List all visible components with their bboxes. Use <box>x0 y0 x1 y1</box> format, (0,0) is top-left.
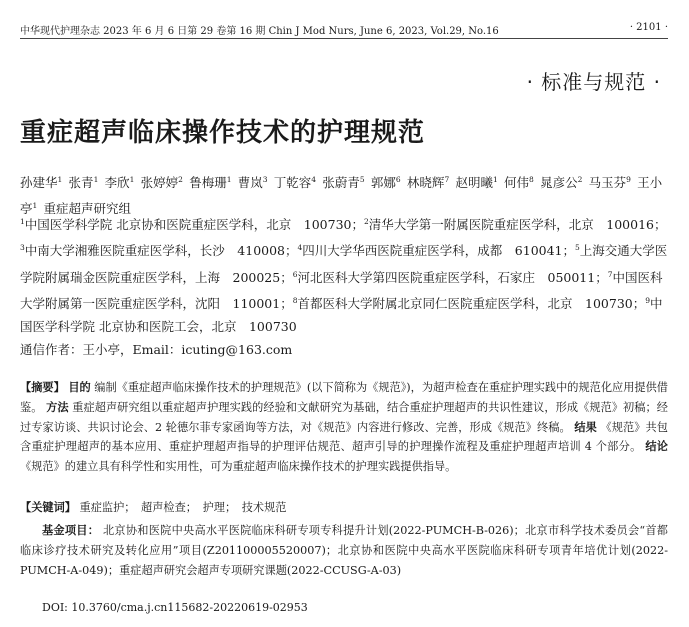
affiliation-mark: 2 <box>363 217 369 226</box>
affiliation-text: 四川大学华西医院重症医学科，成都 610041； <box>302 243 575 259</box>
author-name: 鲁梅珊 <box>189 175 227 191</box>
author-name: 孙建华 <box>20 175 58 191</box>
method-label: 方法 <box>46 399 69 414</box>
author-affiliation-mark: 4 <box>311 175 317 184</box>
result-text: 《规范》共包含重症护理超声的基本应用、重症护理超声指导的护理评估规范、超声引导的护理操作流程及重症护理超声培训 4 个部分。 <box>20 420 668 454</box>
affiliation-text: 河北医科大学第四医院重症医学科，石家庄 050011； <box>297 269 608 285</box>
affiliation-mark: 5 <box>575 243 580 253</box>
result-label: 结果 <box>574 419 597 434</box>
affiliation-mark: 7 <box>607 269 613 279</box>
affiliation-text: 中南大学湘雅医院重症医学科，长沙 410008； <box>24 243 298 259</box>
page-number: · 2101 · <box>629 22 668 33</box>
funding-label: 基金项目： <box>42 523 100 537</box>
author-name: 马玉芬 <box>588 175 627 191</box>
funding <box>20 520 668 581</box>
abstract <box>20 378 668 477</box>
author-name: 郭娜 <box>370 175 396 191</box>
conclusion-text: 《规范》的建立具有科学性和实用性，可为重症超声临床操作技术的护理实践提供指导。 <box>20 460 457 474</box>
author-affiliation-mark: 5 <box>359 175 365 184</box>
author-affiliation-mark: 9 <box>626 175 631 184</box>
author-affiliation-mark: 1 <box>32 201 38 211</box>
objective-label: 目的 <box>68 380 91 394</box>
keywords-text: 重症监护； 超声检查； 护理； 技术规范 <box>79 501 287 514</box>
keywords <box>20 498 668 517</box>
affiliation-text: 中国医学科学院 北京协和医院重症医学科，北京 100730； <box>24 217 364 233</box>
affiliation-mark: 3 <box>20 243 25 253</box>
author-affiliation-mark: 1 <box>226 175 232 184</box>
corresponding-author: 通信作者：王小亭，Email：icuting@163.com <box>20 342 293 357</box>
affiliation-list <box>20 210 670 339</box>
header-rule <box>20 38 668 39</box>
author-affiliation-mark: 2 <box>178 175 183 184</box>
funding-text: 北京协和医院中央高水平医院临床科研专项专科提升计划(2022-PUMCH-B-026)；北京市科学技术委员会“首都临床诊疗技术研究及转化应用”项目(Z201100005520007)；北京协和医院中央高水平医院临床科研专项青年培优计划(2022-PUMCH-A-049)；重症超声研究会超声专项研究课题(2022-CCUSG-A-03) <box>20 524 668 577</box>
author-affiliation-mark: 8 <box>529 175 534 184</box>
author-name: 晁彦公 <box>540 175 578 191</box>
method-text: 重症超声研究组以重症超声护理实践的经验和文献研究为基础，结合重症护理超声的共识性建议，形成《规范》初稿；经过专家访谈、共识讨论会、2 轮德尔菲专家函询等方法，对《规范》内容进行修改、完善，形成《规范》终稿。 <box>20 400 668 434</box>
affiliation-mark: 9 <box>645 296 650 306</box>
author-name: 丁乾容 <box>273 175 312 191</box>
conclusion-label: 结论 <box>645 439 668 454</box>
article-title: 重症超声临床操作技术的护理规范 <box>20 118 426 148</box>
author-name: 曹岚 <box>237 175 263 191</box>
author-name: 林晓辉 <box>406 175 445 191</box>
affiliation-text: 中国医科大学附属第一医院重症医学科，沈阳 110001； <box>20 269 663 312</box>
affiliation-mark: 1 <box>20 217 25 226</box>
affiliation-text: 中国医学科学院 北京协和医院工会，北京 100730 <box>20 296 663 335</box>
affiliation-text: 清华大学第一附属医院重症医学科，北京 100016； <box>368 217 667 233</box>
running-header <box>20 22 668 37</box>
affiliation-mark: 4 <box>297 243 303 253</box>
affiliation-mark: 6 <box>292 269 298 279</box>
affiliation-mark: 8 <box>292 296 298 306</box>
author-affiliation-mark: 1 <box>492 175 498 184</box>
author-name: 重症超声研究组 <box>43 201 132 217</box>
affiliation-text: 上海交通大学医学院附属瑞金医院重症医学科，上海 200025； <box>20 243 668 285</box>
affiliation-text: 首都医科大学附属北京同仁医院重症医学科，北京 100730； <box>297 296 646 312</box>
author-name: 王小亭 <box>20 175 663 217</box>
journal-citation: 中华现代护理杂志 2023 年 6 月 6 日第 29 卷第 16 期 Chin J Mod Nurs, June 6, 2023, Vol.29, No.16 <box>20 26 499 37</box>
author-affiliation-mark: 2 <box>577 175 583 184</box>
abstract-label: 【摘要】 <box>20 380 65 394</box>
author-affiliation-mark: 7 <box>444 175 450 184</box>
author-affiliation-mark: 6 <box>395 175 401 184</box>
section-label: · 标准与规范 · <box>526 70 661 94</box>
doi: DOI: 10.3760/cma.j.cn115682-20220619-02953 <box>42 601 308 614</box>
author-name: 张青 <box>68 175 94 191</box>
keywords-label: 【关键词】 <box>20 500 76 514</box>
author-affiliation-mark: 3 <box>262 175 268 184</box>
author-name: 何伟 <box>504 175 530 191</box>
author-name: 赵明曦 <box>455 175 493 191</box>
author-name: 张婷婷 <box>140 175 179 191</box>
author-affiliation-mark: 1 <box>57 175 63 184</box>
author-name: 李欣 <box>104 175 130 191</box>
author-name: 张蔚青 <box>322 175 360 191</box>
author-affiliation-mark: 1 <box>129 175 135 184</box>
objective-text: 编制《重症超声临床操作技术的护理规范》(以下简称为《规范》)，为超声检查在重症护理实践中的规范化应用提供借鉴。 <box>20 381 668 414</box>
author-affiliation-mark: 1 <box>93 175 99 184</box>
